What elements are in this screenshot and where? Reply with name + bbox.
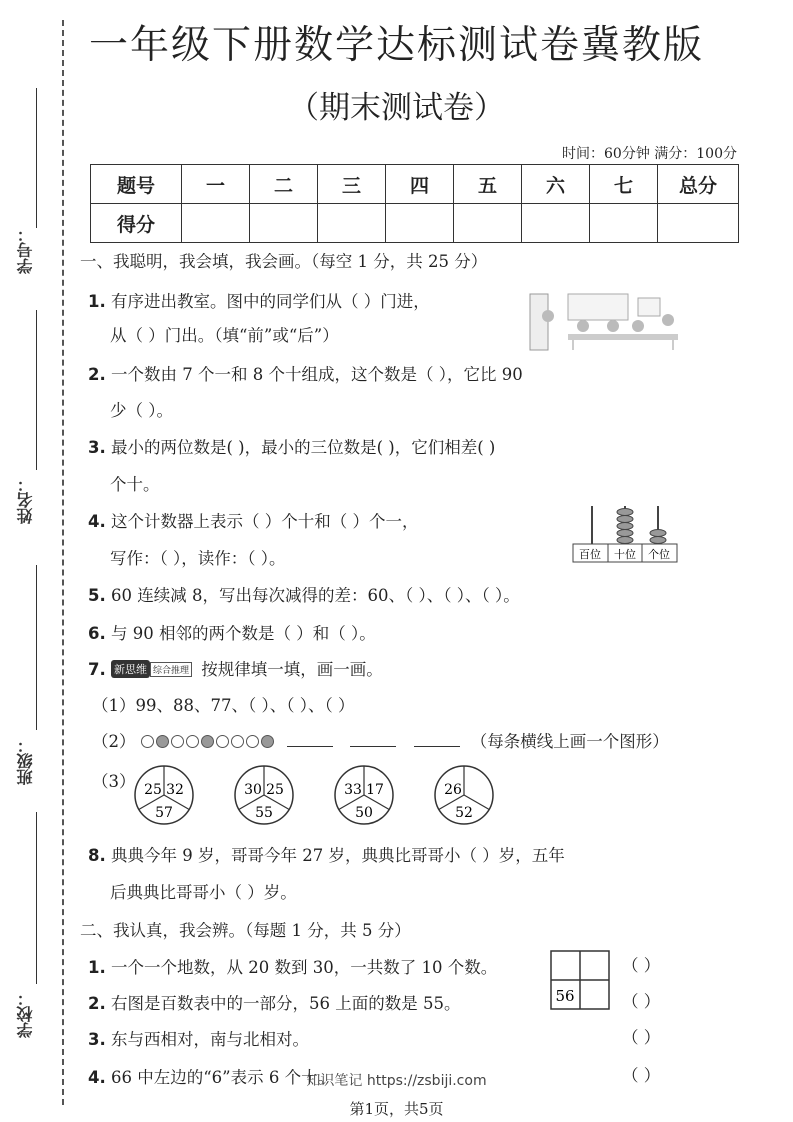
score-cell: 总分 <box>658 165 739 204</box>
question-7-2-note: （每条横线上画一个图形） <box>470 732 669 751</box>
judge-item-1 <box>88 954 497 978</box>
draw-blank[interactable] <box>414 746 460 747</box>
question-number: 6. <box>88 624 106 643</box>
question-text: 60 连续减 8，写出每次减得的差：60、（ ）、（ ）、（ ）。 <box>111 586 520 605</box>
draw-blank[interactable] <box>287 746 333 747</box>
score-table-header-row <box>91 165 739 204</box>
question-4-line2: 写作：（ ），读作：（ ）。 <box>110 549 286 568</box>
draw-blank[interactable] <box>350 746 396 747</box>
question-number: 7. <box>88 660 106 679</box>
pie-value: 33 <box>344 782 362 798</box>
score-entry[interactable] <box>454 204 522 243</box>
judge-item-3 <box>88 1026 309 1050</box>
question-text: 与 90 相邻的两个数是（ ）和（ ）。 <box>111 624 376 643</box>
abacus-counter <box>570 502 680 564</box>
pie-diagram <box>135 766 193 824</box>
pie-value: 17 <box>366 782 384 798</box>
empty-circle <box>141 735 154 748</box>
score-entry[interactable] <box>386 204 454 243</box>
question-text: 东与西相对，南与北相对。 <box>111 1030 309 1049</box>
answer-paren[interactable]: （ ） <box>622 956 661 975</box>
question-number: 3. <box>88 1030 106 1049</box>
answer-paren[interactable]: （ ） <box>622 992 661 1011</box>
section1-heading: 一、我聪明，我会填，我会画。（每空 1 分，共 25 分） <box>80 252 488 271</box>
empty-circle <box>171 735 184 748</box>
question-number: 3. <box>88 438 106 457</box>
score-cell: 五 <box>454 165 522 204</box>
pie-value: 32 <box>166 782 184 798</box>
question-text: 右图是百数表中的一部分，56 上面的数是 55。 <box>111 994 461 1013</box>
question-1 <box>88 288 430 312</box>
abacus-label: 十位 <box>614 548 636 561</box>
class-line <box>36 565 37 730</box>
question-number: 8. <box>88 846 106 865</box>
question-7 <box>88 656 383 680</box>
pie-diagram <box>435 766 493 824</box>
empty-circle <box>186 735 199 748</box>
question-8-line2: 后典典比哥哥小（ ）岁。 <box>110 883 297 902</box>
name-label: 姓名： <box>16 476 35 524</box>
pie-diagram <box>335 766 393 824</box>
question-number: 4. <box>88 512 106 531</box>
score-cell: 六 <box>522 165 590 204</box>
question-4 <box>88 508 419 532</box>
question-text: 按规律填一填，画一画。 <box>201 660 383 679</box>
school-label: 学校： <box>16 990 35 1038</box>
question-text: 典典今年 9 岁，哥哥今年 27 岁，典典比哥哥小（ ）岁，五年 <box>111 846 565 865</box>
school-line <box>36 812 37 984</box>
pie-value: 52 <box>455 805 473 821</box>
question-8 <box>88 842 565 866</box>
watermark-text: 知识笔记 https://zsbiji.com <box>306 1073 487 1089</box>
score-entry[interactable] <box>658 204 739 243</box>
question-1-line2: 从（ ）门出。（填“前”或“后”） <box>110 326 339 345</box>
empty-circle <box>216 735 229 748</box>
question-3-line2: 个十。 <box>110 475 160 494</box>
question-text: 一个一个地数，从 20 数到 30，一共数了 10 个数。 <box>111 958 498 977</box>
score-cell: 四 <box>386 165 454 204</box>
pie-value: 25 <box>144 782 162 798</box>
question-text: 一个数由 7 个一和 8 个十组成，这个数是（ ），它比 90 <box>111 365 523 384</box>
time-info: 时间：60分钟 满分：100分 <box>562 146 737 162</box>
name-line <box>36 310 37 470</box>
question-text: 最小的两位数是( )，最小的三位数是( )，它们相差( ) <box>111 438 496 457</box>
question-7-2 <box>92 728 669 752</box>
score-cell: 二 <box>250 165 318 204</box>
classroom-illustration <box>528 290 698 352</box>
score-table <box>90 164 739 243</box>
student-number-label: 学号： <box>16 226 35 274</box>
score-entry[interactable] <box>182 204 250 243</box>
page-title: 一年级下册数学达标测试卷冀教版 <box>88 23 704 68</box>
question-3 <box>88 434 495 458</box>
abacus-label: 个位 <box>648 548 670 561</box>
question-6 <box>88 620 376 644</box>
question-2 <box>88 361 523 385</box>
question-number: 1. <box>88 292 106 311</box>
score-entry[interactable] <box>250 204 318 243</box>
pie-diagrams <box>134 760 534 830</box>
abacus-label: 百位 <box>579 548 601 561</box>
question-number: 2. <box>88 994 106 1013</box>
section2-heading: 二、我认真，我会辨。（每题 1 分，共 5 分） <box>80 921 411 940</box>
score-cell: 三 <box>318 165 386 204</box>
page-subtitle: （期末测试卷） <box>288 90 505 126</box>
hundred-chart-fragment <box>550 950 610 1010</box>
score-cell: 题号 <box>91 165 182 204</box>
score-table-score-row <box>91 204 739 243</box>
page-footer: 第1页，共5页 <box>349 1100 444 1118</box>
pie-value: 25 <box>266 782 284 798</box>
question-7-1: （1）99、88、77、（ ）、（ ）、（ ） <box>92 696 355 715</box>
answer-paren[interactable]: （ ） <box>622 1066 661 1085</box>
question-number: 4. <box>88 1068 106 1087</box>
judge-item-2 <box>88 990 460 1014</box>
score-cell: 一 <box>182 165 250 204</box>
question-number: 2. <box>88 365 106 384</box>
score-row-label: 得分 <box>91 204 182 243</box>
pie-value: 50 <box>355 805 373 821</box>
filled-circle <box>156 735 169 748</box>
new-thinking-badge: 新思维 <box>111 660 150 678</box>
question-text: 这个计数器上表示（ ）个十和（ ）个一， <box>111 512 419 531</box>
empty-circle <box>231 735 244 748</box>
score-entry[interactable] <box>590 204 658 243</box>
question-5 <box>88 582 520 606</box>
question-7-2-label: （2） <box>92 732 136 751</box>
filled-circle <box>261 735 274 748</box>
pie-diagram <box>235 766 293 824</box>
pie-value: 57 <box>155 805 173 821</box>
score-cell: 七 <box>590 165 658 204</box>
question-7-3-label: （3） <box>92 772 136 791</box>
question-number: 1. <box>88 958 106 977</box>
reasoning-badge: 综合推理 <box>150 662 192 677</box>
class-label: 班级： <box>16 737 35 785</box>
dot-pattern <box>141 732 276 751</box>
question-2-line2: 少（ ）。 <box>110 401 173 420</box>
grid-value: 56 <box>555 987 575 1005</box>
question-text: 66 中左边的“6”表示 6 个十。 <box>111 1068 335 1087</box>
answer-paren[interactable]: （ ） <box>622 1028 661 1047</box>
pie-value: 30 <box>244 782 262 798</box>
score-entry[interactable] <box>522 204 590 243</box>
pie-value: 26 <box>444 782 462 798</box>
binding-dashed-line <box>62 20 64 1105</box>
empty-circle <box>246 735 259 748</box>
pie-value: 55 <box>255 805 273 821</box>
question-number: 5. <box>88 586 106 605</box>
question-text: 有序进出教室。图中的同学们从（ ）门进， <box>111 292 430 311</box>
score-entry[interactable] <box>318 204 386 243</box>
filled-circle <box>201 735 214 748</box>
